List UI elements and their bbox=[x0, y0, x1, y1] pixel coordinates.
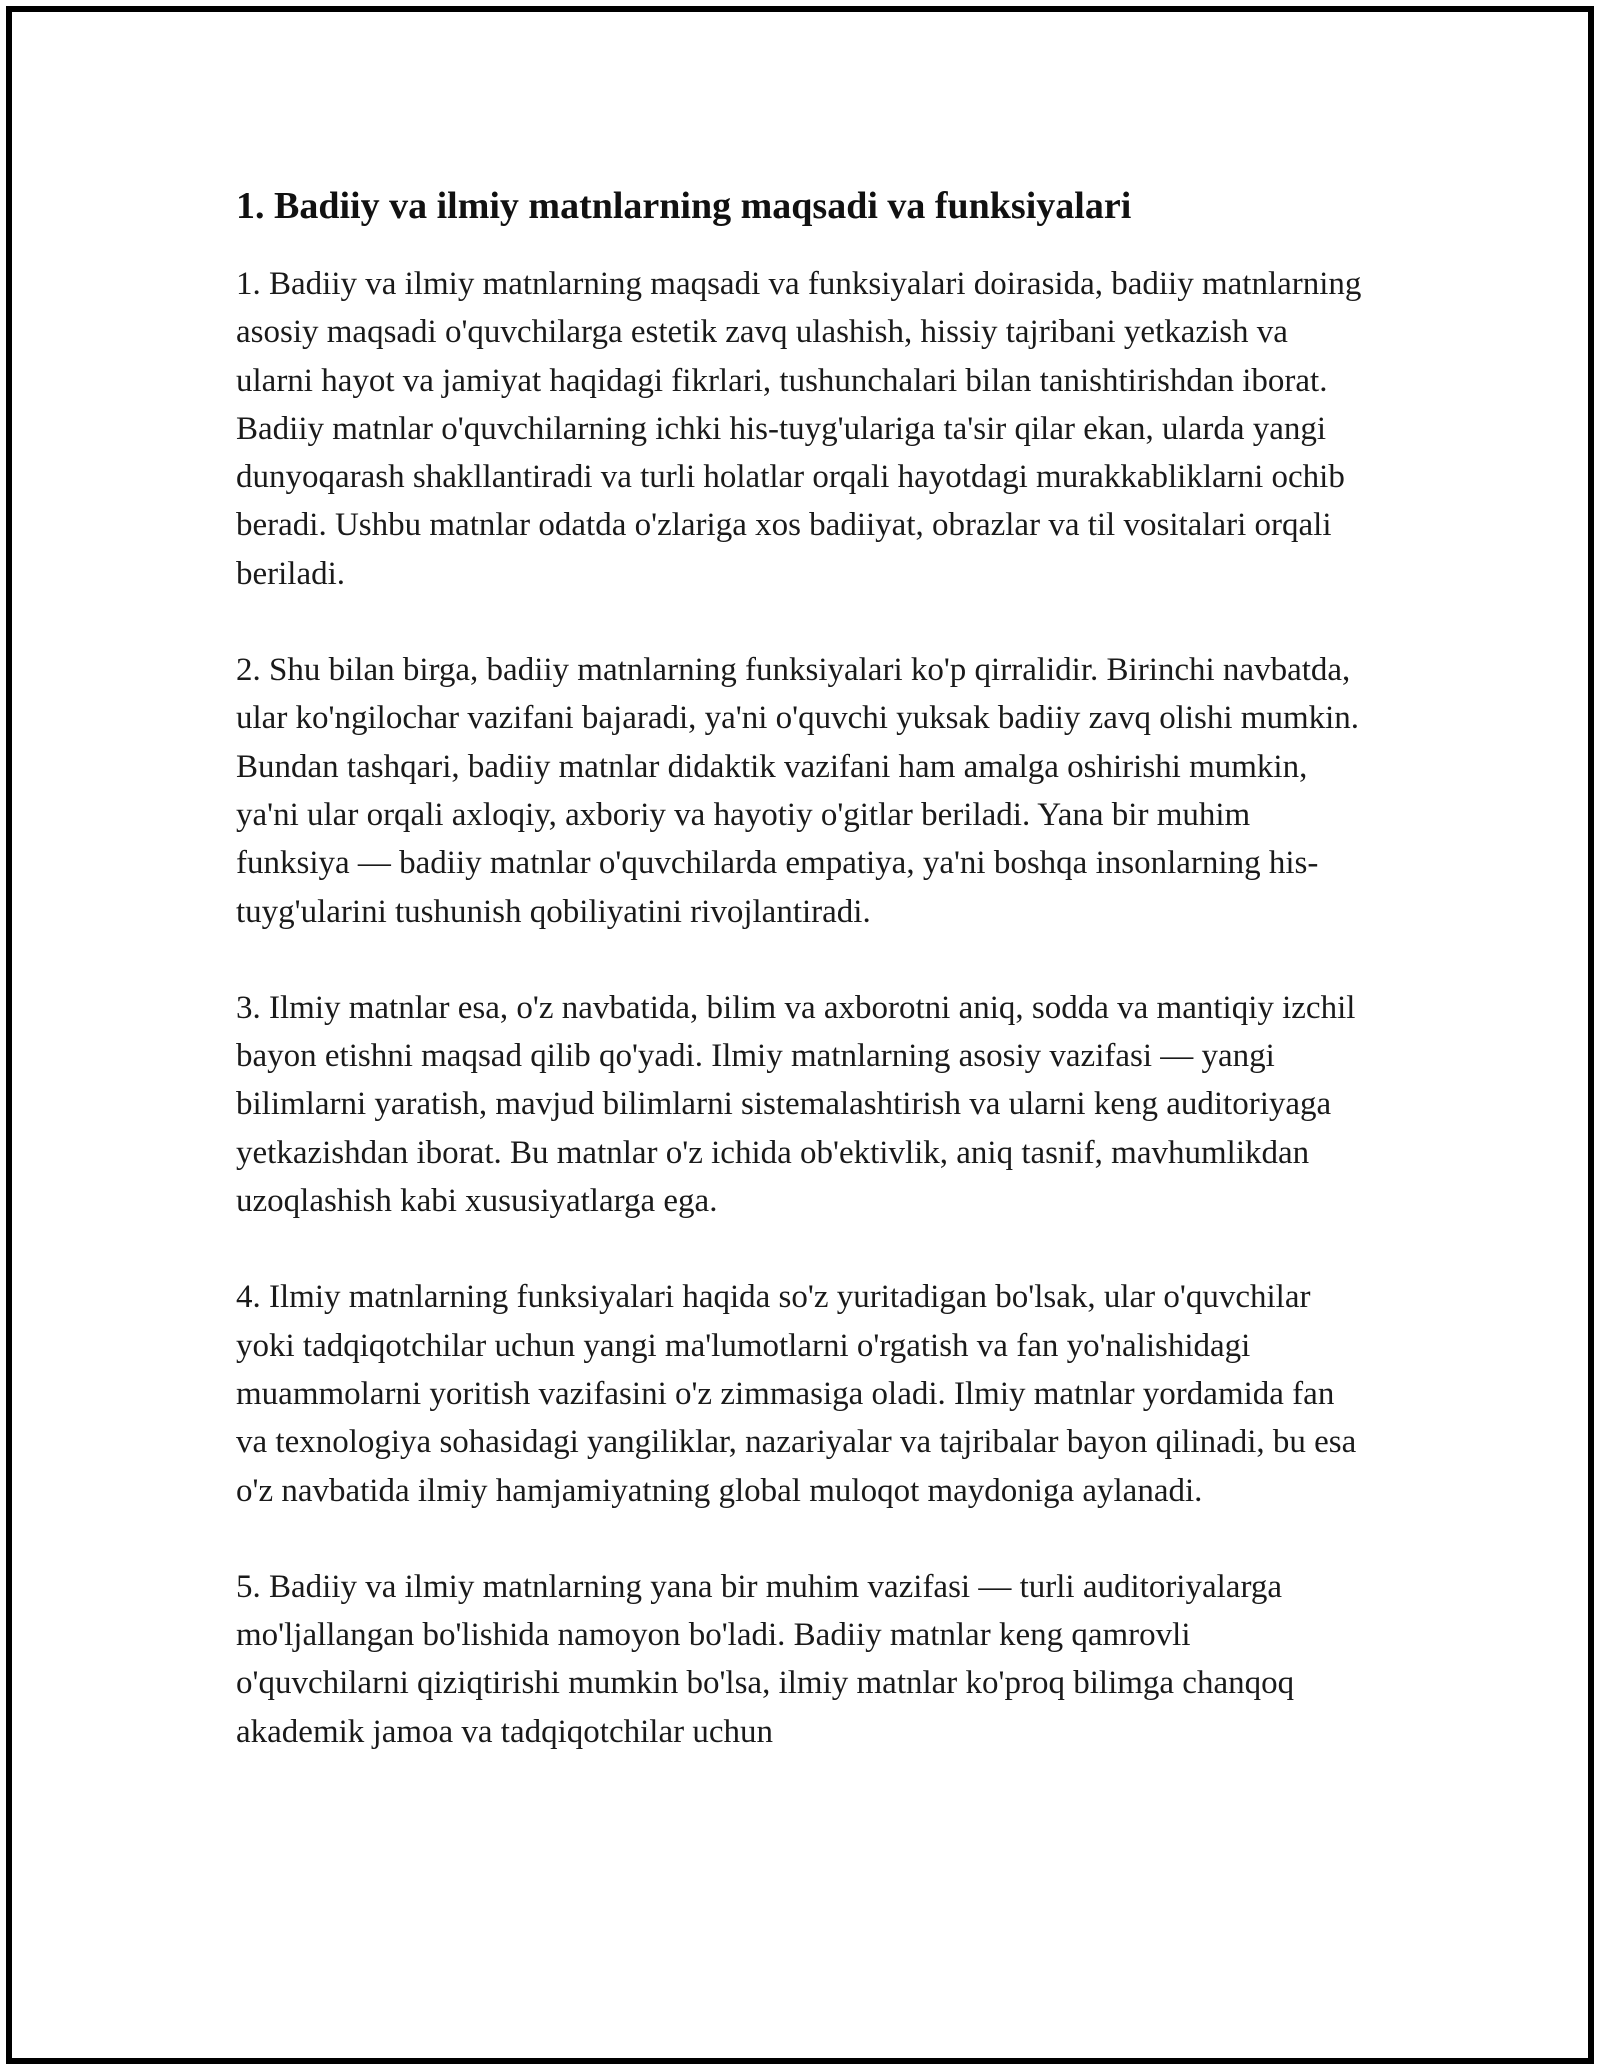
paragraph-1: 1. Badiiy va ilmiy matnlarning maqsadi va funksiyalari doirasida, badiiy matnlarning asosiy maqsadi o'quvchilarga estetik zavq ulashish, hissiy tajribani yetkazish va ularni hayot va jamiyat haqidagi fikrlari, tushunchalari bilan tanishtirishdan iborat. Badiiy matnlar o'quvchilarning ichki his-tuyg'ulariga ta'sir qilar ekan, ularda yangi dunyoqarash shakllantiradi va turli holatlar orqali hayotdagi murakkabliklarni ochib beradi. Ushbu matnlar odatda o'zlariga xos badiiyat, obrazlar va til vositalari orqali beriladi. bbox=[236, 266, 1362, 592]
paragraph-3: 3. Ilmiy matnlar esa, o'z navbatida, bilim va axborotni aniq, sodda va mantiqiy izchil bayon etishni maqsad qilib qo'yadi. Ilmiy matnlarning asosiy vazifasi — yangi bilimlarni yaratish, mavjud bilimlarni sistemalashtirish va ularni keng auditoriyaga yetkazishdan iborat. Bu matnlar o'z ichida ob'ektivlik, aniq tasnif, mavhumlikdan uzoqlashish kabi xususiyatlarga ega. bbox=[236, 989, 1356, 1220]
paragraph-5: 5. Badiiy va ilmiy matnlarning yana bir muhim vazifasi — turli auditoriyalarga mo'ljallangan bo'lishida namoyon bo'ladi. Badiiy matnlar keng qamrovli o'quvchilarni qiziqtirishi mumkin bo'lsa, ilmiy matnlar ko'proq bilimga chanqoq akademik jamoa va tadqiqotchilar uchun bbox=[236, 1568, 1295, 1750]
paragraph-4: 4. Ilmiy matnlarning funksiyalari haqida so'z yuritadigan bo'lsak, ular o'quvchilar yoki tadqiqotchilar uchun yangi ma'lumotlarni o'rgatish va fan yo'nalishidagi muammolarni yoritish vazifasini o'z zimmasiga oladi. Ilmiy matnlar yordamida fan va texnologiya sohasidagi yangiliklar, nazariyalar va tajribalar bayon qilinadi, bu esa o'z navbatida ilmiy hamjamiyatning global muloqot maydoniga aylanadi. bbox=[236, 1279, 1357, 1509]
paragraph-2: 2. Shu bilan birga, badiiy matnlarning funksiyalari ko'p qirralidir. Birinchi navbatda, ular ko'ngilochar vazifani bajaradi, ya'ni o'quvchi yuksak badiiy zavq olishi mumkin. Bundan tashqari, badiiy matnlar didaktik vazifani ham amalga oshirishi mumkin, ya'ni ular orqali axloqiy, axboriy va hayotiy o'gitlar beriladi. Yana bir muhim funksiya — badiiy matnlar o'quvchilarda empatiya, ya'ni boshqa insonlarning his-tuyg'ularini tushunish qobiliyatini rivojlantiradi. bbox=[236, 652, 1360, 930]
document-body bbox=[236, 182, 1366, 1756]
section-heading: 1. Badiiy va ilmiy matnlarning maqsadi va funksiyalari bbox=[236, 185, 1132, 227]
